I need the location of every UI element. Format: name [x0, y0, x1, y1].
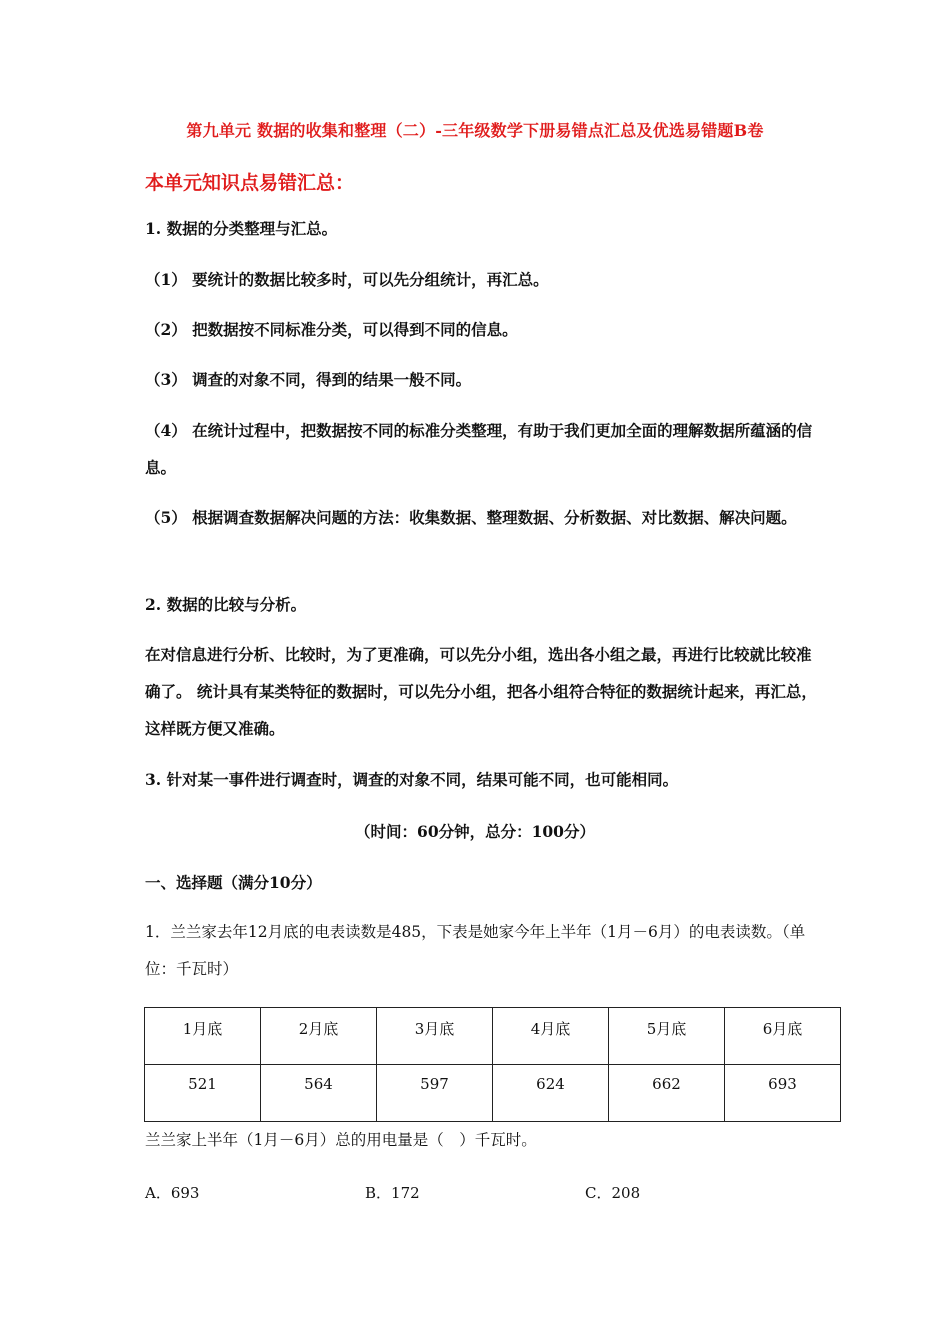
table-header-cell: 1月底 [145, 1008, 261, 1065]
section-1-heading: 1. 数据的分类整理与汇总。 [145, 219, 338, 238]
option-c: C．208 [585, 1184, 641, 1202]
question-1-prompt: 兰兰家上半年（1月－6月）总的用电量是（ ）千瓦时。 [145, 1131, 537, 1149]
section-3-heading: 3. 针对某一事件进行调查时，调查的对象不同，结果可能不同，也可能相同。 [145, 770, 679, 789]
table-value-cell: 624 [493, 1065, 609, 1122]
section-1-item-1: （1） 要统计的数据比较多时，可以先分组统计，再汇总。 [145, 270, 549, 289]
section-1-item-4: （4） 在统计过程中，把数据按不同的标准分类整理，有助于我们更加全面的理解数据所蕴涵的信息。 [145, 421, 813, 477]
option-b: B．172 [365, 1184, 420, 1202]
question-1-stem: 1．兰兰家去年12月底的电表读数是485，下表是她家今年上半年（1月－6月）的电表读数。（单位：千瓦时） [145, 923, 806, 978]
table-header-cell: 3月底 [377, 1008, 493, 1065]
table-value-cell: 564 [261, 1065, 377, 1122]
table-value-cell: 693 [725, 1065, 841, 1122]
table-value-cell: 662 [609, 1065, 725, 1122]
section-2-body: 在对信息进行分析、比较时，为了更准确，可以先分小组，选出各小组之最，再进行比较就比较准确了。 统计具有某类特征的数据时，可以先分小组，把各小组符合特征的数据统计起来，再汇总，这样既方便又准确。 [145, 645, 817, 738]
part-1-heading: 一、选择题（满分10分） [145, 873, 322, 892]
knowledge-summary-heading: 本单元知识点易错汇总： [145, 172, 355, 194]
section-1-item-2: （2） 把数据按不同标准分类，可以得到不同的信息。 [145, 320, 518, 339]
table-header-cell: 4月底 [493, 1008, 609, 1065]
table-header-row [145, 1008, 841, 1065]
table-header-cell: 6月底 [725, 1008, 841, 1065]
section-1-item-3: （3） 调查的对象不同，得到的结果一般不同。 [145, 370, 472, 389]
exam-info: （时间：60分钟，总分：100分） [355, 822, 595, 841]
table-value-row [145, 1065, 841, 1122]
meter-reading-table [144, 1007, 841, 1122]
table-header-cell: 2月底 [261, 1008, 377, 1065]
option-a: A．693 [145, 1184, 200, 1202]
table-value-cell: 597 [377, 1065, 493, 1122]
table-value-cell: 521 [145, 1065, 261, 1122]
document-title: 第九单元 数据的收集和整理（二）-三年级数学下册易错点汇总及优选易错题B卷 [186, 121, 764, 140]
section-2-heading: 2. 数据的比较与分析。 [145, 595, 307, 614]
table-header-cell: 5月底 [609, 1008, 725, 1065]
section-1-item-5: （5） 根据调查数据解决问题的方法：收集数据、整理数据、分析数据、对比数据、解决问题。 [145, 508, 797, 527]
